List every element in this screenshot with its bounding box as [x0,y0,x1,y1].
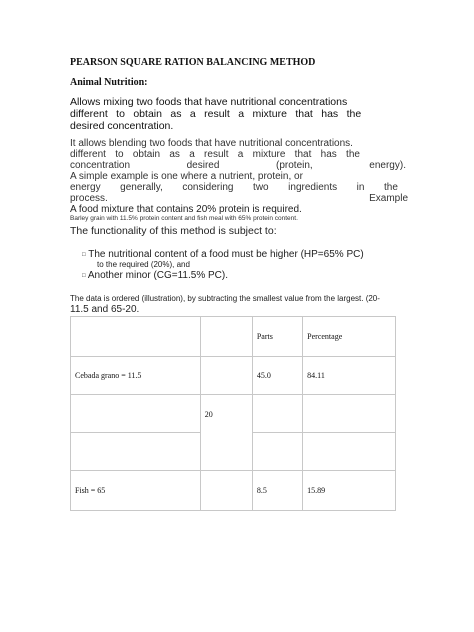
intro-line-2: different to obtain as a result a mixture that has the [70,108,362,120]
document-title: PEARSON SQUARE RATION BALANCING METHOD [70,57,316,68]
fish-percentage-cell [303,471,396,511]
table-cell [71,395,201,433]
body-line-3-word: energy). [369,160,406,171]
body-line-4: A simple example is one where a nutrient, protein, or [70,171,303,182]
fish-parts-cell [252,471,302,511]
table-cell [200,357,252,395]
table-cell [252,433,302,471]
body-line-5-word: generally, [120,182,163,193]
table-cell [200,471,252,511]
body-line-3 [70,160,406,171]
bullet-item-1 [82,249,364,260]
data-note-line-2: 11.5 and 65-20. [70,304,140,315]
barley-label: Cebada grano = 11.5 [75,371,142,380]
bullet-item-1-text: The nutritional content of a food must be higher (HP=65% PC) [88,249,364,260]
parts-header [252,317,302,357]
percentage-header-text: Percentage [307,332,343,341]
target-value: 20 [204,410,213,419]
intro-line-3: desired concentration. [70,120,174,132]
table-cell [252,395,302,433]
pearson-square-table [70,316,396,511]
table-row [71,471,396,511]
body-line-7: A food mixture that contains 20% protein is required. [70,204,302,215]
bullet-marker-icon: □ [82,252,86,258]
table-row [71,395,396,433]
table-row [71,357,396,395]
bullet-item-1-continuation: to the required (20%), and [97,260,190,269]
fish-label: Fish = 65 [75,486,106,495]
intro-line-1-text: Allows mixing two foods that have nutritional concentrations [70,96,348,108]
fish-label-cell [71,471,201,511]
body-line-5-word: ingredients [288,182,338,193]
fish-percentage: 15.89 [307,486,326,495]
body-line-5-word: considering [182,182,234,193]
body-line-6-word: process. [70,193,108,204]
body-line-5-word: two [253,182,269,193]
table-cell [303,395,396,433]
percentage-header [303,317,396,357]
barley-percentage: 84.11 [307,371,325,380]
barley-label-cell [71,357,201,395]
body-line-3-word: (protein, [276,160,313,171]
body-line-3-word: desired [186,160,220,171]
body-line-1: It allows blending two foods that have nutritional concentrations. [70,138,353,149]
bullet-item-2 [82,270,228,281]
body-line-3-word: concentration [70,160,131,171]
body-line-5-word: energy [70,182,101,193]
barley-percentage-cell [303,357,396,395]
barley-parts: 45.0 [256,371,271,380]
bullet-marker-icon: □ [82,273,86,279]
table-cell [71,317,201,357]
target-value-cell [200,395,252,471]
body-line-9: The functionality of this method is subject to: [70,225,277,237]
fish-parts: 8.5 [256,486,267,495]
body-line-5-word: in [356,182,365,193]
body-line-6-word: Example [369,193,408,204]
table-header-row [71,317,396,357]
body-line-2: different to obtain as a result a mixture that has the [70,149,360,160]
intro-line-1 [70,96,350,108]
section-heading: Animal Nutrition: [70,77,148,88]
example-note: Barley grain with 11.5% protein content and fish meal with 65% protein content. [70,215,298,222]
table-cell [303,433,396,471]
data-note-line-1: The data is ordered (illustration), by subtracting the smallest value from the largest. (20- [70,294,380,303]
body-line-6 [70,193,408,204]
table-cell [200,317,252,357]
body-line-5 [70,182,398,193]
table-cell [71,433,201,471]
bullet-item-2-text: Another minor (CG=11.5% PC). [87,270,229,281]
body-line-5-word: the [384,182,398,193]
barley-parts-cell [252,357,302,395]
parts-header-text: Parts [256,332,273,341]
